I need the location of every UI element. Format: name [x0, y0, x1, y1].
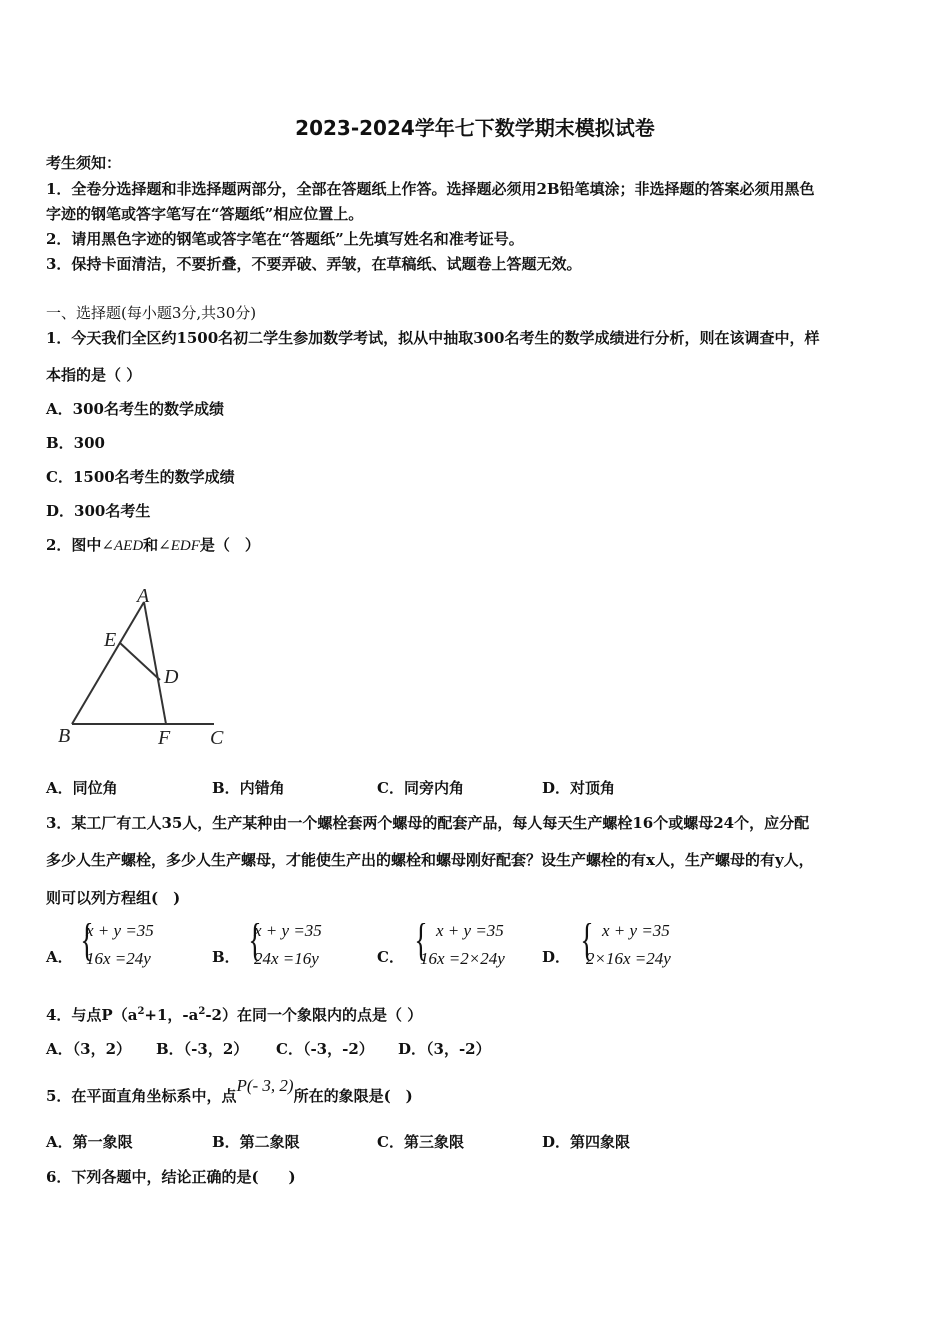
notice-item: 字迹的钢笔或答字笔写在“答题纸”相应位置上。 — [46, 205, 364, 223]
q1-option-c: C．1500名考生的数学成绩 — [46, 468, 235, 486]
q3-option-a-label: A． — [46, 948, 73, 966]
segment-ab — [72, 602, 144, 724]
q4-option-c: C．（-3，-2） — [276, 1040, 374, 1058]
equation-2: 2×16x =24y — [586, 949, 671, 968]
equation-2: 16x =24y — [86, 949, 151, 968]
q5-stem — [46, 1076, 413, 1106]
equation-1: x + y =35 — [602, 921, 670, 940]
q4-option-a: A．（3，2） — [46, 1040, 132, 1058]
q2-option-b: B．内错角 — [212, 779, 285, 797]
label-e: E — [104, 629, 117, 651]
notice-heading: 考生须知： — [46, 154, 122, 172]
q1-option-b: B．300 — [46, 434, 105, 452]
brace-icon: { — [80, 914, 94, 965]
section-heading: 一、选择题(每小题3分,共30分) — [46, 304, 257, 322]
q3-stem-line1: 3．某工厂有工人35人，生产某种由一个螺栓套两个螺母的配套产品，每人每天生产螺栓16个或螺母24个，应分配 — [46, 814, 810, 832]
q1-stem-line2: 本指的是（ ） — [46, 366, 142, 384]
label-d: D — [164, 666, 179, 688]
q3-option-d-label: D． — [542, 948, 571, 966]
equation-2: 24x =16y — [254, 949, 319, 968]
equation-1: x + y =35 — [436, 921, 504, 940]
q2-angle-edf: ∠EDF — [158, 538, 200, 554]
q4-option-d: D．（3，-2） — [398, 1040, 491, 1058]
q5-suffix: 所在的象限是( ) — [293, 1087, 413, 1105]
q3-option-b-label: B． — [212, 948, 240, 966]
q3-option-c-label: C． — [377, 948, 404, 966]
q2-angle-aed: ∠AED — [101, 538, 144, 554]
q2-stem — [46, 534, 260, 555]
q4-exponent: 2 — [137, 1006, 145, 1017]
q5-option-a: A．第一象限 — [46, 1133, 133, 1151]
q2-option-c: C．同旁内角 — [377, 779, 464, 797]
q4-option-b: B．（-3，2） — [156, 1040, 249, 1058]
label-c: C — [210, 727, 224, 749]
q1-stem-line1: 1．今天我们全区约1500名初二学生参加数学考试，拟从中抽取300名考生的数学成绩进行分析，则在该调查中，样 — [46, 329, 820, 347]
q2-option-a: A．同位角 — [46, 779, 118, 797]
q5-option-d: D．第四象限 — [542, 1133, 631, 1151]
label-a: A — [137, 585, 150, 607]
q2-suffix: 是（ ） — [199, 536, 260, 554]
brace-icon: { — [414, 914, 428, 965]
equation-1: x + y =35 — [254, 921, 322, 940]
q5-prefix: 5．在平面直角坐标系中，点 — [46, 1087, 237, 1105]
q3-option-c-system — [410, 914, 540, 977]
brace-icon: { — [580, 914, 594, 965]
q2-option-d: D．对顶角 — [542, 779, 616, 797]
q3-stem-line3: 则可以列方程组( ) — [46, 889, 181, 907]
notice-item: 2．请用黑色字迹的钢笔或答字笔在“答题纸”上先填写姓名和准考证号。 — [46, 230, 524, 248]
q3-option-b-system — [244, 914, 364, 977]
q5-point: P(- 3, 2) — [236, 1076, 294, 1095]
q2-mid: 和 — [143, 536, 159, 554]
q4-stem — [46, 1004, 422, 1025]
brace-icon: { — [248, 914, 262, 965]
label-b: B — [58, 725, 71, 747]
q3-option-d-system — [576, 914, 706, 977]
q2-triangle-figure — [52, 580, 252, 750]
q4-suffix: -2）在同一个象限内的点是（ ） — [205, 1006, 423, 1024]
q1-option-d: D．300名考生 — [46, 502, 151, 520]
equation-2: 16x =2×24y — [420, 949, 505, 968]
equation-1: x + y =35 — [86, 921, 154, 940]
q1-option-a: A．300名考生的数学成绩 — [46, 400, 224, 418]
q3-stem-line2: 多少人生产螺栓，多少人生产螺母，才能使生产出的螺栓和螺母刚好配套？设生产螺栓的有x人，生产螺母的有y人， — [46, 851, 814, 869]
q6-stem: 6．下列各题中，结论正确的是( ) — [46, 1168, 296, 1186]
page-title: 2023-2024学年七下数学期末模拟试卷 — [295, 116, 655, 140]
label-f: F — [158, 727, 171, 749]
q4-mid: +1，-a — [144, 1006, 199, 1024]
segment-af — [144, 602, 166, 724]
q3-option-a-system — [76, 914, 196, 977]
notice-item: 3．保持卡面清洁，不要折叠，不要弄破、弄皱，在草稿纸、试题卷上答题无效。 — [46, 255, 582, 273]
q4-prefix: 4．与点P（a — [46, 1006, 138, 1024]
q2-prefix: 2．图中 — [46, 536, 102, 554]
notice-item: 1．全卷分选择题和非选择题两部分，全部在答题纸上作答。选择题必须用2B铅笔填涂；非选择题的答案必须用黑色 — [46, 180, 815, 198]
q5-option-c: C．第三象限 — [377, 1133, 464, 1151]
q4-exponent: 2 — [198, 1006, 206, 1017]
q5-option-b: B．第二象限 — [212, 1133, 300, 1151]
